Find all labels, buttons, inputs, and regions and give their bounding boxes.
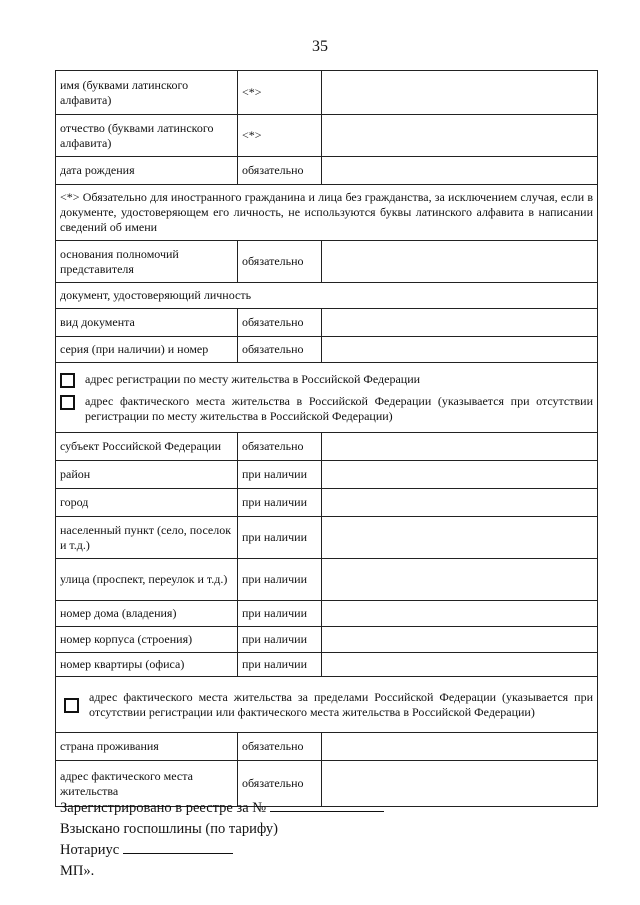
field-requirement: <*> <box>238 71 322 115</box>
field-requirement: при наличии <box>238 559 322 601</box>
page-number: 35 <box>312 38 328 55</box>
field-requirement: при наличии <box>238 653 322 677</box>
field-value[interactable] <box>322 241 598 283</box>
field-label: страна проживания <box>56 733 238 761</box>
field-requirement: обязательно <box>238 761 322 807</box>
field-label: имя (буквами латинского алфавита) <box>56 71 238 115</box>
checkbox[interactable] <box>64 698 79 713</box>
option-label: адрес фактического места жительства за пределами Российской Федерации (указывается при отсутствии регистрации или фактического места жительства в Российской Федерации) <box>89 689 593 719</box>
field-requirement: обязательно <box>238 309 322 337</box>
field-label: серия (при наличии) и номер <box>56 337 238 363</box>
form-footer <box>60 798 384 882</box>
field-requirement: <*> <box>238 115 322 157</box>
field-label: улица (проспект, переулок и т.д.) <box>56 559 238 601</box>
row-latin-note <box>56 185 598 241</box>
field-requirement: обязательно <box>238 241 322 283</box>
row-address-options <box>56 363 598 433</box>
row-subject <box>56 433 598 461</box>
row-latin-patronymic <box>56 115 598 157</box>
row-apartment <box>56 653 598 677</box>
reg-address-option[interactable] <box>60 372 593 388</box>
checkbox[interactable] <box>60 373 75 388</box>
row-id-document-header <box>56 283 598 309</box>
field-label: дата рождения <box>56 157 238 185</box>
field-requirement: обязательно <box>238 337 322 363</box>
row-birth-date <box>56 157 598 185</box>
row-latin-name <box>56 71 598 115</box>
field-value[interactable] <box>322 337 598 363</box>
field-value[interactable] <box>322 489 598 517</box>
abroad-address-option[interactable] <box>60 690 593 720</box>
row-building <box>56 627 598 653</box>
field-label: город <box>56 489 238 517</box>
field-value[interactable] <box>322 601 598 627</box>
field-value[interactable] <box>322 461 598 489</box>
field-value[interactable] <box>322 433 598 461</box>
field-value[interactable] <box>322 627 598 653</box>
field-value[interactable] <box>322 733 598 761</box>
field-label: субъект Российской Федерации <box>56 433 238 461</box>
field-value[interactable] <box>322 309 598 337</box>
field-requirement: при наличии <box>238 461 322 489</box>
field-requirement: обязательно <box>238 157 322 185</box>
field-label: вид документа <box>56 309 238 337</box>
row-doc-type <box>56 309 598 337</box>
field-label: основания полномочий представителя <box>56 241 238 283</box>
section-heading: документ, удостоверяющий личность <box>56 283 598 309</box>
field-label: отчество (буквами латинского алфавита) <box>56 115 238 157</box>
option-label: адрес регистрации по месту жительства в Российской Федерации <box>85 371 421 386</box>
field-requirement: при наличии <box>238 627 322 653</box>
row-locality <box>56 517 598 559</box>
field-value[interactable] <box>322 157 598 185</box>
latin-alphabet-note: <*> Обязательно для иностранного гражданина и лица без гражданства, за исключением случая, если в документе, удостоверяющем его личность, не используются буквы латинского алфавита в написании сведений об имени <box>56 185 598 241</box>
seal-placeholder: МП». <box>60 863 95 879</box>
notary-label: Нотариус <box>60 842 120 858</box>
registry-label: Зарегистрировано в реестре за № <box>60 800 267 816</box>
row-street <box>56 559 598 601</box>
field-requirement: обязательно <box>238 733 322 761</box>
field-label: номер квартиры (офиса) <box>56 653 238 677</box>
field-value[interactable] <box>322 559 598 601</box>
field-label: номер корпуса (строения) <box>56 627 238 653</box>
row-authority-basis <box>56 241 598 283</box>
option-label: адрес фактического места жительства в Российской Федерации (указывается при отсутствии регистрации по месту жительства в Российской Федерации) <box>85 393 593 423</box>
actual-address-option[interactable] <box>60 394 593 424</box>
field-value[interactable] <box>322 517 598 559</box>
field-label: номер дома (владения) <box>56 601 238 627</box>
field-label: район <box>56 461 238 489</box>
row-house <box>56 601 598 627</box>
checkbox[interactable] <box>60 395 75 410</box>
field-label: адрес фактического места жительства <box>56 761 238 807</box>
row-city <box>56 489 598 517</box>
row-district <box>56 461 598 489</box>
field-value[interactable] <box>322 653 598 677</box>
row-country <box>56 733 598 761</box>
field-value[interactable] <box>322 71 598 115</box>
field-requirement: при наличии <box>238 601 322 627</box>
field-requirement: при наличии <box>238 489 322 517</box>
field-label: населенный пункт (село, поселок и т.д.) <box>56 517 238 559</box>
row-abroad-option <box>56 677 598 733</box>
row-doc-series <box>56 337 598 363</box>
field-requirement: обязательно <box>238 433 322 461</box>
fee-line: Взыскано госпошлины (по тарифу) <box>60 821 278 837</box>
registry-number-blank[interactable] <box>270 798 384 812</box>
applicant-form-table <box>55 70 598 807</box>
field-value[interactable] <box>322 115 598 157</box>
registry-line <box>60 798 384 819</box>
notary-signature-blank[interactable] <box>123 840 233 854</box>
field-requirement: при наличии <box>238 517 322 559</box>
notary-line <box>60 840 384 861</box>
